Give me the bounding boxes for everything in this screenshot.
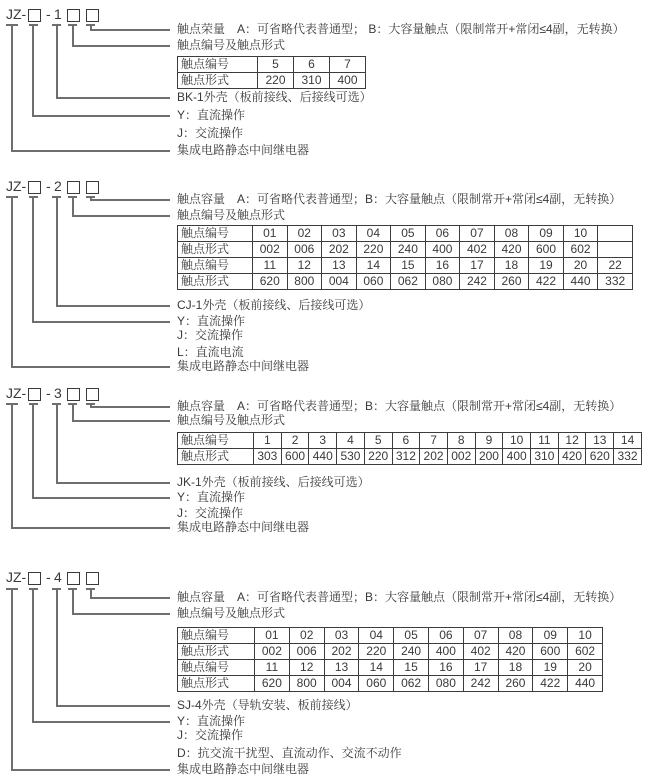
- table-cell: 03: [324, 628, 359, 644]
- table-cell: 440: [568, 676, 603, 692]
- device-name-label: 集成电路静态中间继电器: [177, 520, 310, 534]
- table-cell: 9: [475, 433, 503, 449]
- model-shell-code: 4: [54, 569, 62, 585]
- table-row: [178, 433, 642, 449]
- table-cell: 530: [337, 449, 365, 465]
- table-cell: 13: [586, 433, 614, 449]
- table-cell: 10: [503, 433, 531, 449]
- connector-vertical: [11, 196, 13, 368]
- connector-vertical: [72, 24, 74, 47]
- table-cell: 15: [391, 258, 426, 274]
- table-cell: 3: [309, 433, 337, 449]
- table-row: [178, 242, 633, 258]
- table-cell: [598, 242, 633, 258]
- model-placeholder-box: [86, 9, 99, 22]
- connector-horizontal: [72, 215, 170, 217]
- table-cell: 080: [425, 274, 460, 290]
- contact-index-label: 触点编号及触点形式: [177, 413, 286, 427]
- table-cell: 5: [258, 57, 294, 73]
- table-cell: 420: [558, 449, 586, 465]
- connector-horizontal: [90, 29, 170, 31]
- model-placeholder-box: [28, 181, 41, 194]
- capacity-note: 触点容量 A：可省略代表普通型；B：大容量触点（限制常开+常闭≤4副，无转换）: [177, 590, 622, 604]
- model-placeholder-box: [28, 9, 41, 22]
- table-cell: 312: [392, 449, 420, 465]
- table-row: [178, 57, 366, 73]
- ac-option-label: J：交流操作: [177, 728, 244, 742]
- dc-option-label: Y：直流操作: [177, 490, 246, 504]
- capacity-note: 触点容量 A：可省略代表普通型；B：大容量触点（限制常开+常闭≤4副，无转换）: [177, 192, 622, 206]
- table-cell: 440: [563, 274, 598, 290]
- table-cell: 332: [614, 449, 642, 465]
- connector-horizontal: [90, 597, 170, 599]
- table-cell: 620: [253, 274, 288, 290]
- table-cell: 10: [568, 628, 603, 644]
- table-cell: 07: [460, 226, 495, 242]
- table-row: [178, 73, 366, 89]
- device-name-label: 集成电路静态中间继电器: [177, 143, 310, 157]
- connector-vertical: [56, 403, 58, 484]
- table-cell: 06: [428, 628, 463, 644]
- table-cell: 400: [503, 449, 531, 465]
- table-cell: 240: [394, 644, 429, 660]
- table-row: [178, 660, 603, 676]
- dc-option-label: Y：直流操作: [177, 714, 246, 728]
- table-cell: 440: [309, 449, 337, 465]
- table-cell: 05: [391, 226, 426, 242]
- table-cell: 420: [494, 242, 529, 258]
- row-header-cell: 触点编号: [178, 258, 253, 274]
- table-cell: 242: [460, 274, 495, 290]
- shell-label: BK-1外壳（板前接线、后接线可选）: [177, 90, 372, 104]
- connector-vertical: [56, 196, 58, 307]
- model-shell-code: 2: [54, 178, 62, 194]
- table-cell: 400: [330, 73, 366, 89]
- model-placeholder-box: [67, 572, 80, 585]
- connector-horizontal: [56, 482, 170, 484]
- table-cell: 600: [533, 644, 568, 660]
- table-cell: 420: [498, 644, 533, 660]
- connector-vertical: [11, 588, 13, 771]
- anti-ac-option-label: D：抗交流干扰型、直流动作、交流不动作: [177, 746, 402, 760]
- connector-horizontal: [32, 721, 170, 723]
- connector-vertical: [32, 588, 34, 723]
- table-cell: 602: [568, 644, 603, 660]
- table-cell: 10: [563, 226, 598, 242]
- table-cell: 060: [359, 676, 394, 692]
- table-cell: 220: [356, 242, 391, 258]
- table-row: [178, 226, 633, 242]
- table-row: [178, 644, 603, 660]
- table-cell: 242: [463, 676, 498, 692]
- table-cell: 080: [428, 676, 463, 692]
- table-cell: 08: [494, 226, 529, 242]
- table-cell: 220: [364, 449, 392, 465]
- connector-vertical: [72, 588, 74, 615]
- table-cell: 09: [529, 226, 564, 242]
- connector-vertical: [11, 403, 13, 529]
- table-cell: 06: [425, 226, 460, 242]
- table-cell: 220: [359, 644, 394, 660]
- table-cell: 02: [287, 226, 322, 242]
- table-cell: 07: [463, 628, 498, 644]
- table-cell: 18: [498, 660, 533, 676]
- table-cell: 20: [568, 660, 603, 676]
- model-separator: -: [46, 385, 51, 401]
- table-cell: 01: [255, 628, 290, 644]
- table-cell: 202: [420, 449, 448, 465]
- table-cell: 19: [533, 660, 568, 676]
- row-header-cell: 触点编号: [178, 57, 258, 73]
- table-cell: 6: [392, 433, 420, 449]
- section-jz-4: [0, 565, 646, 782]
- connector-horizontal: [32, 497, 170, 499]
- table-cell: 006: [287, 242, 322, 258]
- section-jz-1: [0, 0, 646, 172]
- section-jz-3: [0, 379, 646, 565]
- shell-label: CJ-1外壳（板前接线、后接线可选）: [177, 298, 371, 312]
- table-cell: 08: [498, 628, 533, 644]
- model-placeholder-box: [86, 572, 99, 585]
- shell-label: SJ-4外壳（导轨安装、板前接线）: [177, 698, 358, 712]
- table-cell: 200: [475, 449, 503, 465]
- table-cell: 09: [533, 628, 568, 644]
- connector-vertical: [32, 24, 34, 117]
- table-cell: 05: [394, 628, 429, 644]
- connector-vertical: [72, 196, 74, 217]
- connector-vertical: [11, 24, 13, 152]
- ac-option-label: J：交流操作: [177, 126, 244, 140]
- dc-current-option-label: L：直流电流: [177, 345, 244, 359]
- table-cell: 060: [356, 274, 391, 290]
- table-cell: 602: [563, 242, 598, 258]
- model-placeholder-box: [67, 388, 80, 401]
- table-cell: 7: [420, 433, 448, 449]
- table-cell: 13: [322, 258, 357, 274]
- connector-horizontal: [72, 420, 170, 422]
- table-cell: 310: [294, 73, 330, 89]
- table-cell: 800: [289, 676, 324, 692]
- table-cell: 620: [586, 449, 614, 465]
- connector-horizontal: [90, 406, 170, 408]
- model-placeholder-box: [86, 181, 99, 194]
- table-cell: 620: [255, 676, 290, 692]
- row-header-cell: 触点形式: [178, 676, 255, 692]
- contact-table: [177, 225, 633, 290]
- device-name-label: 集成电路静态中间继电器: [177, 762, 310, 776]
- table-row: [178, 449, 642, 465]
- model-prefix: JZ-: [6, 385, 27, 401]
- table-cell: 16: [428, 660, 463, 676]
- table-cell: 062: [394, 676, 429, 692]
- connector-horizontal: [90, 199, 170, 201]
- table-cell: 002: [447, 449, 475, 465]
- row-header-cell: 触点编号: [178, 226, 253, 242]
- connector-horizontal: [56, 705, 170, 707]
- contact-table: [177, 627, 603, 692]
- row-header-cell: 触点编号: [178, 660, 255, 676]
- shell-label: JK-1外壳（板前接线、后接线可选）: [177, 475, 370, 489]
- connector-horizontal: [32, 115, 170, 117]
- table-cell: 260: [498, 676, 533, 692]
- contact-table: [177, 432, 642, 465]
- table-cell: 04: [356, 226, 391, 242]
- connector-vertical: [56, 24, 58, 99]
- row-header-cell: 触点形式: [178, 644, 255, 660]
- model-prefix: JZ-: [6, 569, 27, 585]
- table-cell: 5: [364, 433, 392, 449]
- table-cell: 002: [253, 242, 288, 258]
- connector-vertical: [32, 403, 34, 499]
- table-cell: 18: [494, 258, 529, 274]
- table-cell: 240: [391, 242, 426, 258]
- table-cell: [598, 226, 633, 242]
- section-jz-2: [0, 172, 646, 379]
- table-cell: 800: [287, 274, 322, 290]
- table-cell: 12: [289, 660, 324, 676]
- table-cell: 260: [494, 274, 529, 290]
- connector-horizontal: [11, 769, 170, 771]
- row-header-cell: 触点编号: [178, 433, 254, 449]
- capacity-note: 触点荣量 A：可省略代表普通型； B：大容量触点（限制常开+常闭≤4副，无转换）: [177, 22, 625, 36]
- table-cell: 006: [289, 644, 324, 660]
- table-cell: 11: [253, 258, 288, 274]
- table-cell: 400: [425, 242, 460, 258]
- row-header-cell: 触点形式: [178, 449, 254, 465]
- table-cell: 002: [255, 644, 290, 660]
- table-cell: 402: [463, 644, 498, 660]
- table-row: [178, 676, 603, 692]
- table-cell: 402: [460, 242, 495, 258]
- contact-index-label: 触点编号及触点形式: [177, 208, 286, 222]
- model-shell-code: 1: [54, 6, 62, 22]
- model-placeholder-box: [28, 388, 41, 401]
- table-cell: 422: [529, 274, 564, 290]
- connector-vertical: [32, 196, 34, 323]
- model-prefix: JZ-: [6, 178, 27, 194]
- model-placeholder-box: [86, 388, 99, 401]
- table-cell: 20: [563, 258, 598, 274]
- model-placeholder-box: [67, 181, 80, 194]
- contact-index-label: 触点编号及触点形式: [177, 38, 286, 52]
- connector-horizontal: [11, 366, 170, 368]
- connector-horizontal: [56, 97, 170, 99]
- table-cell: 6: [294, 57, 330, 73]
- table-cell: 16: [425, 258, 460, 274]
- dc-option-label: Y：直流操作: [177, 108, 246, 122]
- table-cell: 8: [447, 433, 475, 449]
- table-cell: 202: [324, 644, 359, 660]
- model-placeholder-box: [67, 9, 80, 22]
- table-cell: 11: [255, 660, 290, 676]
- ac-option-label: J：交流操作: [177, 328, 244, 342]
- device-name-label: 集成电路静态中间继电器: [177, 359, 310, 373]
- table-cell: 600: [281, 449, 309, 465]
- table-cell: 332: [598, 274, 633, 290]
- table-cell: 7: [330, 57, 366, 73]
- table-cell: 01: [253, 226, 288, 242]
- row-header-cell: 触点形式: [178, 73, 258, 89]
- model-shell-code: 3: [54, 385, 62, 401]
- row-header-cell: 触点形式: [178, 274, 253, 290]
- table-cell: 004: [322, 274, 357, 290]
- model-placeholder-box: [28, 572, 41, 585]
- table-row: [178, 258, 633, 274]
- connector-horizontal: [32, 321, 170, 323]
- contact-index-label: 触点编号及触点形式: [177, 606, 286, 620]
- table-cell: 22: [598, 258, 633, 274]
- table-cell: 202: [322, 242, 357, 258]
- table-cell: 062: [391, 274, 426, 290]
- table-cell: 13: [324, 660, 359, 676]
- table-cell: 4: [337, 433, 365, 449]
- row-header-cell: 触点编号: [178, 628, 255, 644]
- table-cell: 11: [531, 433, 559, 449]
- table-cell: 220: [258, 73, 294, 89]
- table-cell: 1: [254, 433, 282, 449]
- table-cell: 02: [289, 628, 324, 644]
- connector-horizontal: [11, 527, 170, 529]
- table-cell: 2: [281, 433, 309, 449]
- table-row: [178, 274, 633, 290]
- table-cell: 14: [359, 660, 394, 676]
- row-header-cell: 触点形式: [178, 242, 253, 258]
- table-cell: 04: [359, 628, 394, 644]
- table-cell: 400: [428, 644, 463, 660]
- table-row: [178, 628, 603, 644]
- model-separator: -: [46, 6, 51, 22]
- dc-option-label: Y：直流操作: [177, 314, 246, 328]
- table-cell: 310: [531, 449, 559, 465]
- connector-horizontal: [72, 613, 170, 615]
- table-cell: 303: [254, 449, 282, 465]
- table-cell: 14: [356, 258, 391, 274]
- contact-table: [177, 56, 366, 89]
- table-cell: 14: [614, 433, 642, 449]
- connector-horizontal: [72, 45, 170, 47]
- capacity-note: 触点容量 A：可省略代表普通型；B：大容量触点（限制常开+常闭≤4副，无转换）: [177, 399, 622, 413]
- table-cell: 422: [533, 676, 568, 692]
- connector-horizontal: [11, 150, 170, 152]
- table-cell: 600: [529, 242, 564, 258]
- connector-horizontal: [56, 305, 170, 307]
- connector-vertical: [56, 588, 58, 707]
- model-separator: -: [46, 178, 51, 194]
- table-cell: 17: [460, 258, 495, 274]
- ac-option-label: J：交流操作: [177, 506, 244, 520]
- model-separator: -: [46, 569, 51, 585]
- table-cell: 12: [287, 258, 322, 274]
- table-cell: 12: [558, 433, 586, 449]
- model-prefix: JZ-: [6, 6, 27, 22]
- table-cell: 03: [322, 226, 357, 242]
- table-cell: 004: [324, 676, 359, 692]
- table-cell: 19: [529, 258, 564, 274]
- table-cell: 15: [394, 660, 429, 676]
- table-cell: 17: [463, 660, 498, 676]
